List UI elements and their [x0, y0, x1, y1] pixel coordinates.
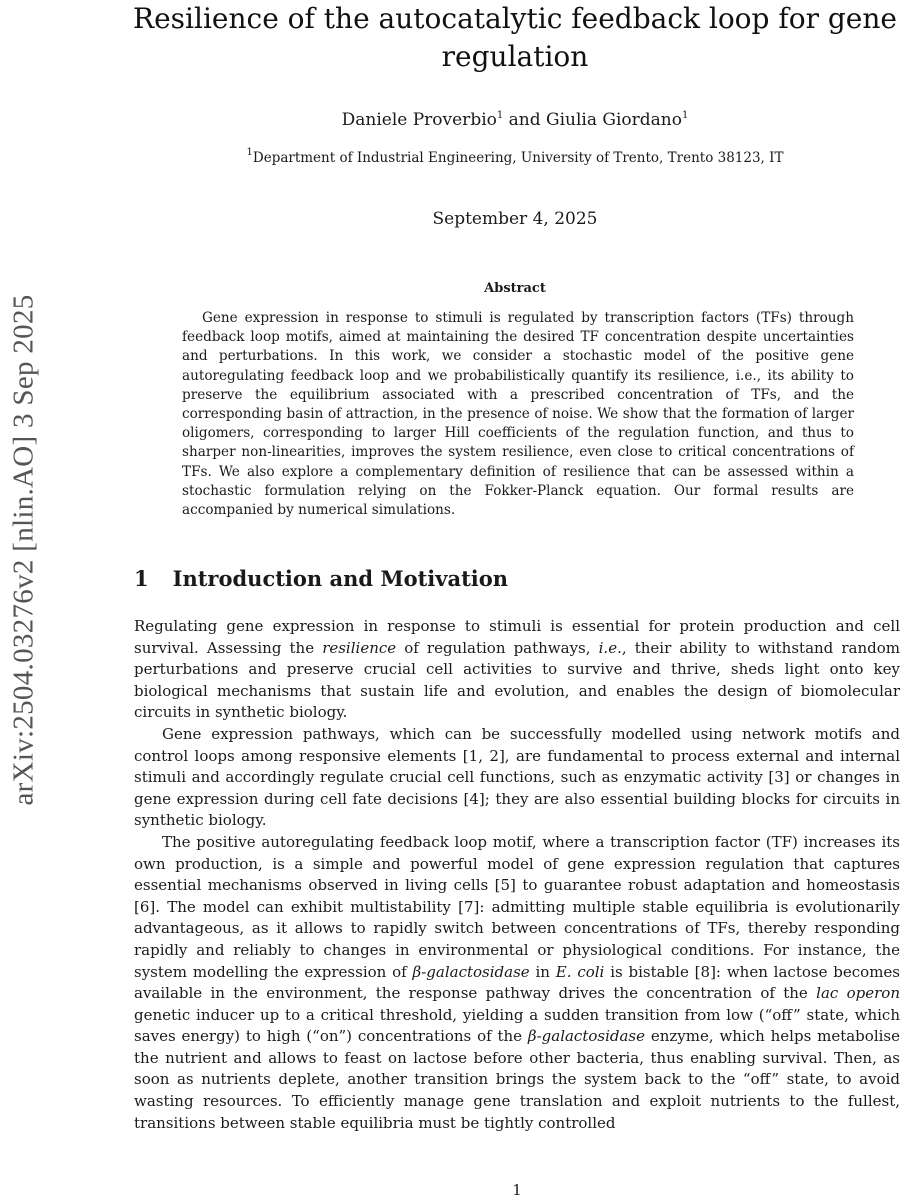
body-text: [134, 616, 900, 1134]
emphasis: lac operon: [816, 984, 900, 1003]
text-run: The positive autoregulating feedback loop motif, where a transcription factor (TF) increases its own production, is a simple and powerful model of gene expression regulation that captures essential mechanisms observed in living cells [5] to guarantee robust adaptation and homeostasis [6]. The model can exhibit multistability [7]: admitting multiple stable equilibria is evolutionarily advantageous, as it allows to rapidly switch between concentrations of TFs, thereby responding rapidly and reliably to changes in environmental or physiological conditions. For instance, the system modelling the expression of: [134, 832, 900, 981]
text-run: is bistable [8]: when lactose becomes available in the environment, the response pathway drives the concentration of the: [134, 962, 900, 1003]
arxiv-stamp: [2, 220, 46, 880]
affiliation: [80, 147, 901, 166]
text-run: , their ability to withstand random perturbations and preserve crucial cell activities to survive and thrive, sheds light onto key biological mechanisms that sustain life and evolution, and enables the design of biomolecular circuits in synthetic biology.: [134, 638, 900, 722]
emphasis: β-galactosidase: [412, 962, 530, 981]
paper-title: Resilience of the autocatalytic feedback loop for gene regulation: [133, 2, 897, 73]
affiliation-text: Department of Industrial Engineering, University of Trento, Trento 38123, IT: [252, 150, 784, 166]
arxiv-stamp-text: arXiv:2504.03276v2 [nlin.AO] 3 Sep 2025: [7, 294, 40, 806]
emphasis: i.e.: [598, 638, 622, 657]
text-run: enzyme, which helps metabolise the nutrient and allows to feast on lactose before other bacteria, thus enabling survival. Then, as soon as nutrients deplete, another transition brings the system back to the “off” state, to avoid wasting resources. To efficiently manage gene translation and exploit nutrients to the fullest, transitions between stable equilibria must be tightly controlled: [134, 1027, 900, 1132]
affiliation-mark: 1: [246, 147, 253, 158]
author-list: [80, 110, 901, 130]
author-connector: and: [503, 110, 547, 130]
section-number: 1: [134, 566, 149, 591]
author-name: Daniele Proverbio: [341, 110, 497, 130]
affiliation-mark: 1: [682, 110, 689, 121]
text-run: of regulation pathways,: [396, 638, 599, 657]
section-heading: [134, 566, 508, 591]
text-run: genetic inducer up to a critical threshold, yielding a sudden transition from low (“off” state, which saves energy) to high (“on”) concentrations of the: [134, 1005, 900, 1046]
abstract-text: Gene expression in response to stimuli is regulated by transcription factors (TFs) through feedback loop motifs, aimed at maintaining the desired TF concentration despite uncertainties and perturbations. In this work, we consider a stochastic model of the positive gene autoregulating feedback loop and we probabilistically quantify its resilience, i.e., its ability to preserve the equilibrium associated with a prescribed concentration of TFs, and the corresponding basin of attraction, in the presence of noise. We show that the formation of larger oligomers, corresponding to larger Hill coefficients of the regulation function, and thus to sharper non-linearities, improves the system resilience, even close to critical concentrations of TFs. We also explore a complementary definition of resilience that can be assessed within a stochastic formulation relying on the Fokker-Planck equation. Our formal results are accompanied by numerical simulations.: [182, 310, 854, 519]
publication-date: September 4, 2025: [432, 209, 598, 229]
text-run: in: [529, 962, 556, 981]
emphasis: resilience: [322, 638, 397, 657]
paragraph: Gene expression pathways, which can be successfully modelled using network motifs and control loops among responsive elements [1, 2], are fundamental to process external and internal stimuli and accordingly regulate crucial cell functions, such as enzymatic activity [3] or changes in gene expression during cell fate decisions [4]; they are also essential building blocks for circuits in synthetic biology.: [134, 724, 900, 830]
abstract-heading: Abstract: [484, 281, 546, 296]
affiliation-mark: 1: [496, 110, 504, 121]
emphasis: β-galactosidase: [527, 1027, 646, 1046]
author-name: Giulia Giordano: [546, 110, 682, 130]
paragraph: [134, 616, 900, 724]
page-number: 1: [512, 1181, 522, 1199]
paragraph: [134, 832, 900, 1134]
emphasis: E. coli: [555, 962, 605, 981]
text-run: Regulating gene expression in response to stimuli is essential for protein production and cell survival. Assessing the: [134, 617, 900, 657]
section-title: Introduction and Motivation: [172, 566, 509, 591]
